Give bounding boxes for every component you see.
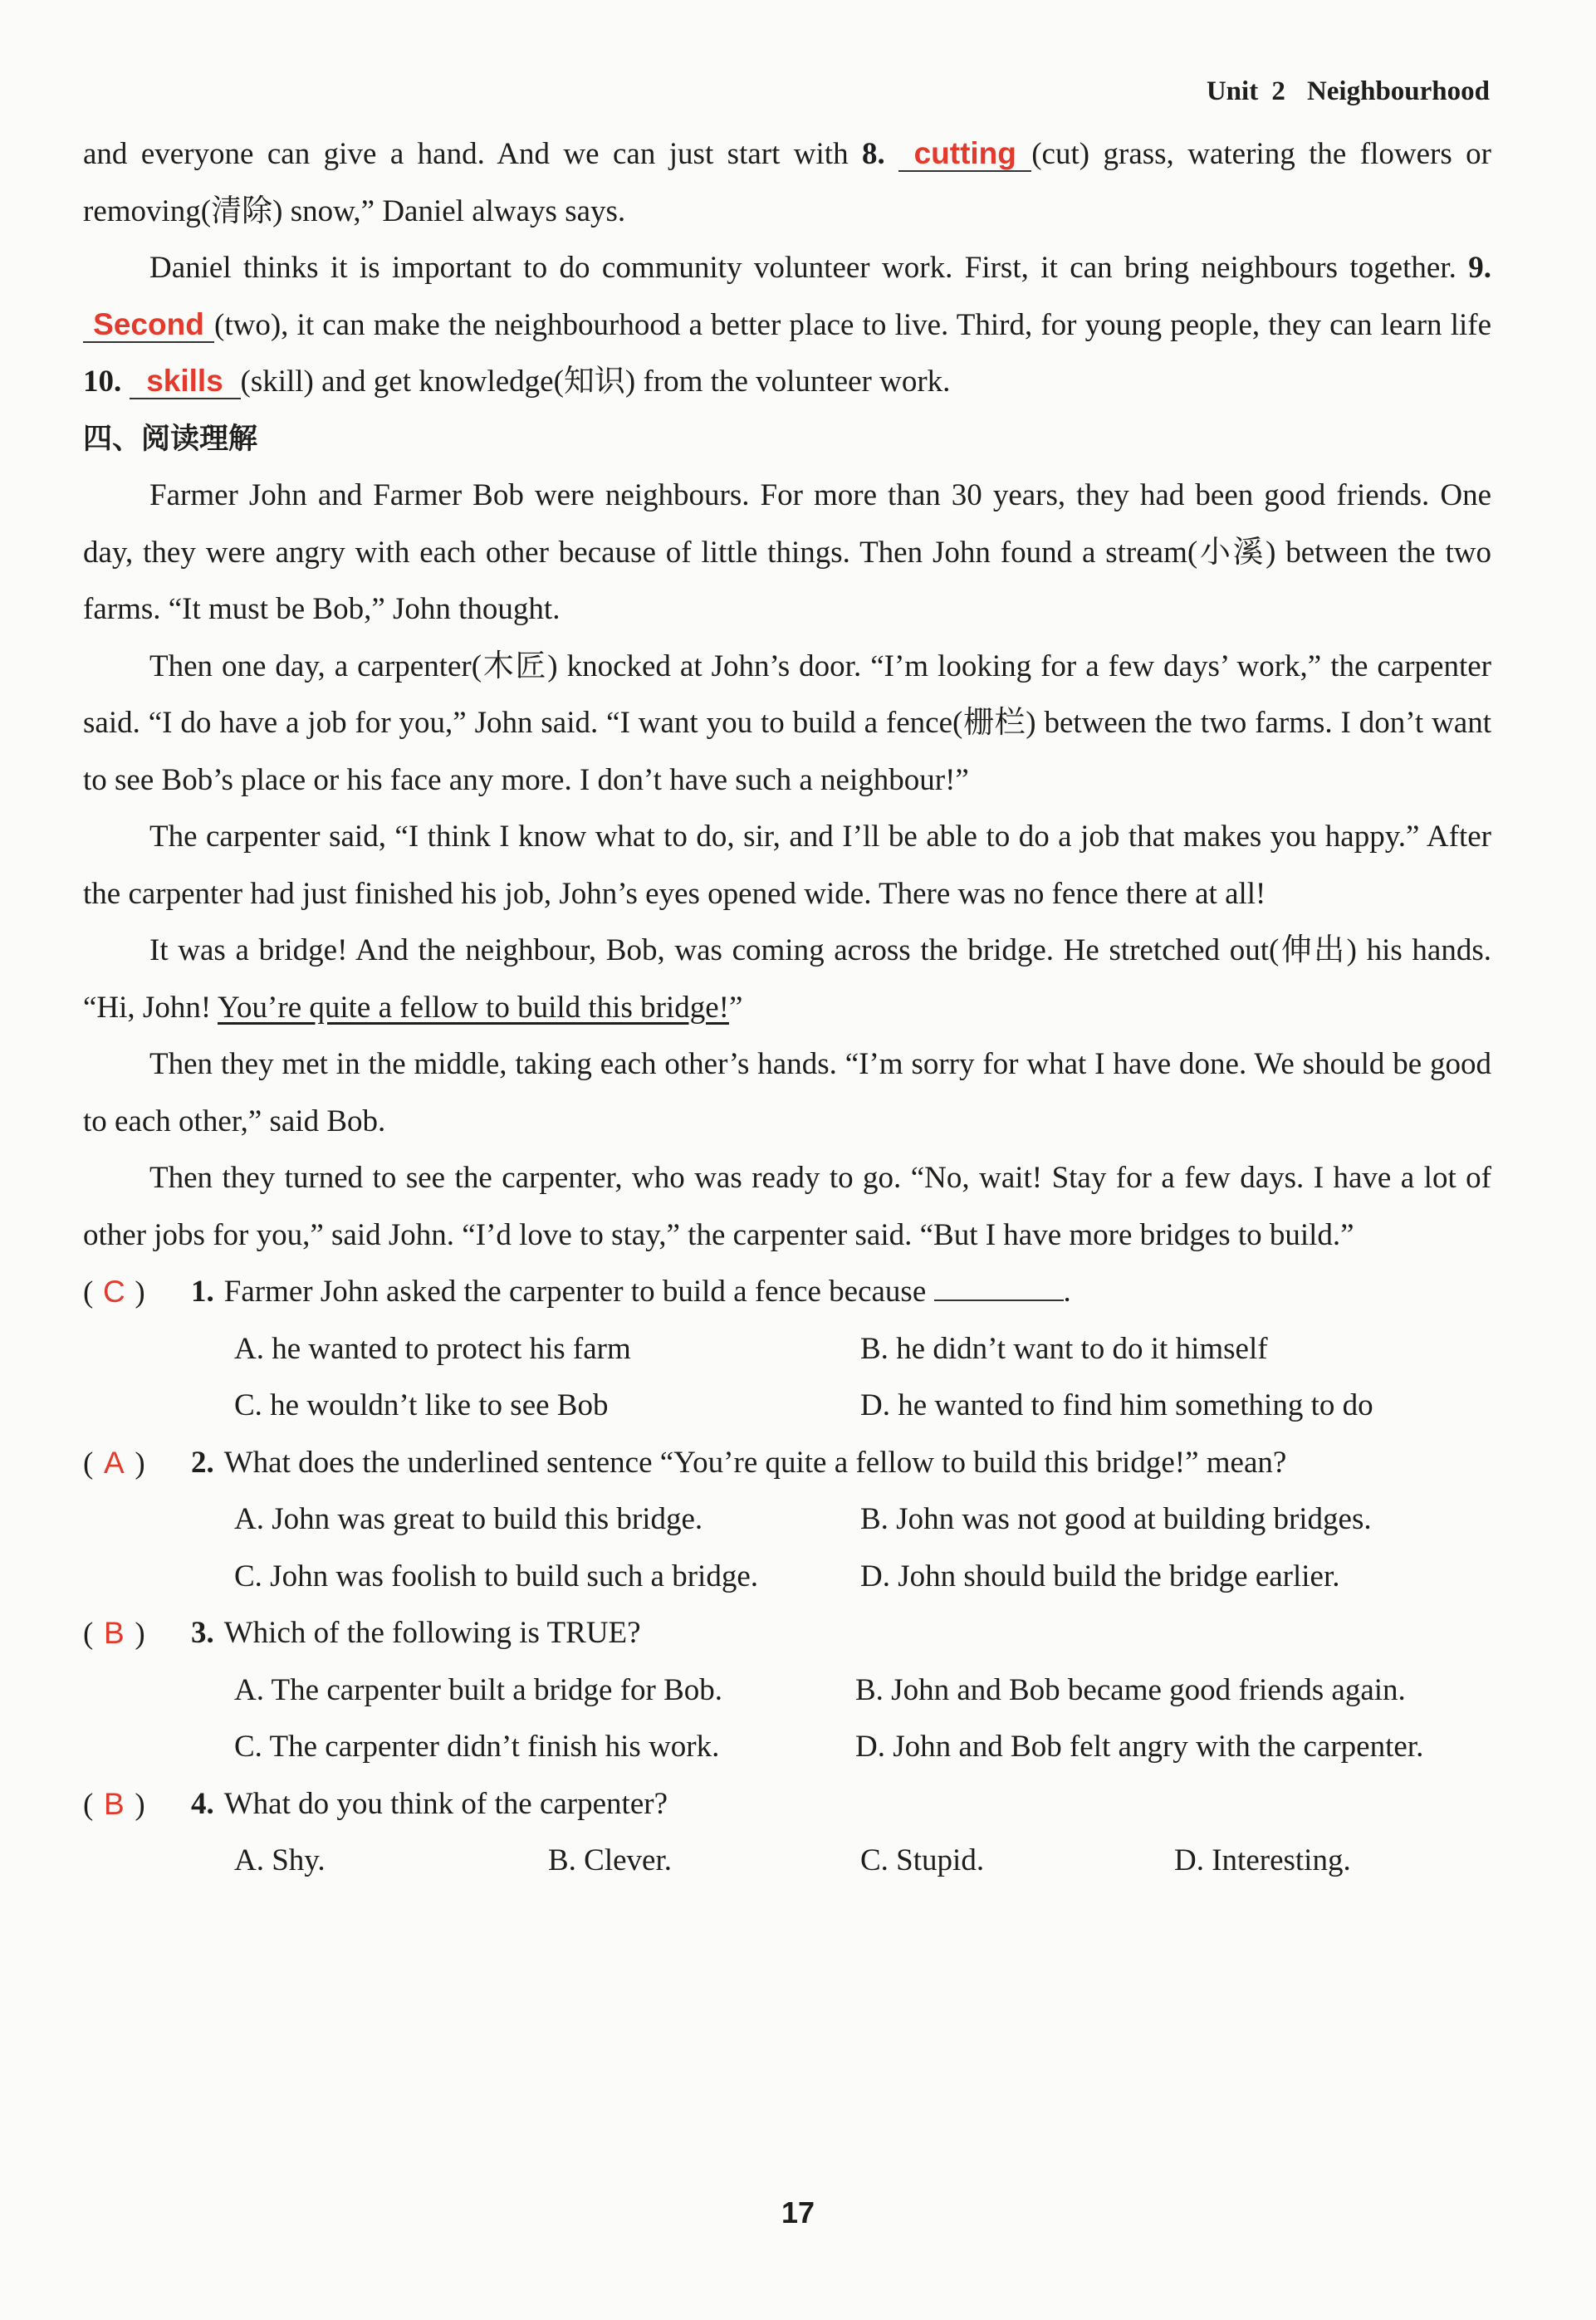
option-a[interactable]: A. The carpenter built a bridge for Bob. — [234, 1672, 723, 1707]
options-row — [83, 1378, 1491, 1435]
question-text: Which of the following is TRUE? — [223, 1616, 641, 1650]
question-text: What do you think of the carpenter? — [223, 1786, 668, 1821]
options-row — [83, 1833, 1491, 1890]
answer-blank-8[interactable]: cutting — [898, 137, 1031, 172]
option-d[interactable]: D. John and Bob felt angry with the carpenter. — [855, 1730, 1424, 1764]
stem-blank — [934, 1271, 1064, 1301]
story-text: ” — [728, 990, 743, 1025]
option-d[interactable]: D. Interesting. — [1174, 1843, 1351, 1877]
option-c[interactable]: C. he wouldn’t like to see Bob — [234, 1388, 609, 1422]
story-paragraph-5: Then they met in the middle, taking each other’s hands. “I’m sorry for what I have done. We should be good to each other,” said Bob. — [83, 1047, 1491, 1138]
blank-number-9: 9. — [1468, 251, 1491, 285]
question-number: 4. — [191, 1786, 214, 1821]
question-stem — [191, 1435, 1286, 1492]
options-row — [83, 1321, 1491, 1378]
answer-bracket: ( C ) — [83, 1264, 145, 1322]
question-text: Farmer John asked the carpenter to build a fence because — [223, 1275, 927, 1309]
answer-bracket: ( A ) — [83, 1435, 145, 1493]
question-1 — [83, 1264, 1491, 1321]
story-paragraph-3: The carpenter said, “I think I know what to do, sir, and I’ll be able to do a job that makes you happy.” After the carpenter had just finished his job, John’s eyes opened wide. There was no fence there at all! — [83, 820, 1491, 911]
question-stem — [191, 1605, 641, 1662]
unit-label: Unit 2 — [1206, 76, 1285, 106]
blank-number-10: 10. — [83, 365, 122, 399]
option-a[interactable]: A. Shy. — [234, 1843, 326, 1877]
page-header — [1207, 76, 1490, 107]
option-d[interactable]: D. he wanted to find him something to do — [860, 1388, 1373, 1422]
passage1-paragraph-2 — [83, 240, 1491, 411]
answer-choice[interactable]: B — [103, 1616, 125, 1650]
page-number: 17 — [781, 2195, 815, 2229]
options-row — [83, 1491, 1491, 1549]
story-text: It was a bridge! And the neighbour, Bob, was coming across the bridge. He stretched out(伸出) his hands. “Hi, John! — [83, 933, 1491, 1025]
section-title: 四、阅读理解 — [83, 422, 258, 456]
story-paragraph-2: Then one day, a carpenter(木匠) knocked at John’s door. “I’m looking for a few days’ work,” the carpenter said. “I do have a job for you,” John said. “I want you to build a fence(栅栏) between the two farms. I don’t want to see Bob’s place or his face any more. I don’t have such a neighbour!” — [83, 649, 1491, 797]
option-b[interactable]: B. Clever. — [548, 1843, 673, 1877]
unit-title: Neighbourhood — [1306, 76, 1490, 106]
option-d[interactable]: D. John should build the bridge earlier. — [860, 1559, 1340, 1593]
question-2 — [83, 1435, 1491, 1492]
question-stem: 1. Farmer John asked the carpenter to build a fence because . — [191, 1264, 1071, 1321]
passage1-text: (cut) grass, watering the flowers or removing(清除) snow,” Daniel always says. — [83, 137, 1492, 228]
passage1-paragraph-1 — [83, 126, 1491, 240]
question-number: 2. — [191, 1445, 214, 1480]
passage1-text: (skill) and get knowledge(知识) from the volunteer work. — [240, 365, 951, 399]
option-a[interactable]: A. he wanted to protect his farm — [234, 1331, 631, 1366]
question-number: 1. — [191, 1275, 214, 1309]
option-c[interactable]: C. John was foolish to build such a bridge. — [234, 1559, 759, 1593]
underlined-sentence: You’re quite a fellow to build this bridge! — [218, 990, 729, 1025]
option-c[interactable]: C. Stupid. — [860, 1843, 985, 1877]
story-paragraph-6: Then they turned to see the carpenter, who was ready to go. “No, wait! Stay for a few days. I have a lot of other jobs for you,” said John. “I’d love to stay,” the carpenter said. “But I have more bridges to build.” — [83, 1161, 1491, 1252]
answer-choice[interactable]: B — [103, 1786, 125, 1821]
story-paragraph-1: Farmer John and Farmer Bob were neighbours. For more than 30 years, they had been good friends. One day, they were angry with each other because of little things. Then John found a stream(小溪) between the two farms. “It must be Bob,” John thought. — [83, 478, 1491, 626]
options-row — [83, 1549, 1491, 1606]
options-row — [83, 1719, 1491, 1776]
answer-choice[interactable]: A — [103, 1445, 125, 1480]
question-text: What does the underlined sentence “You’re quite a fellow to build this bridge!” mean? — [223, 1445, 1287, 1480]
answer-blank-10[interactable]: skills — [130, 365, 241, 399]
options-row — [83, 1662, 1491, 1720]
page-content — [83, 126, 1491, 1890]
option-c[interactable]: C. The carpenter didn’t finish his work. — [234, 1730, 720, 1764]
blank-number-8: 8. — [862, 137, 885, 171]
question-4 — [83, 1776, 1491, 1833]
answer-blank-9[interactable]: Second — [83, 308, 214, 343]
option-a[interactable]: A. John was great to build this bridge. — [234, 1502, 703, 1536]
story-paragraph-4 — [83, 923, 1491, 1036]
passage1-text: Daniel thinks it is important to do community volunteer work. First, it can bring neighbours together. — [149, 251, 1469, 285]
option-b[interactable]: B. John and Bob became good friends again. — [855, 1672, 1406, 1707]
passage1-text: and everyone can give a hand. And we can just start with — [83, 137, 863, 171]
answer-bracket: ( B ) — [83, 1605, 145, 1663]
answer-bracket: ( B ) — [83, 1776, 145, 1834]
option-b[interactable]: B. he didn’t want to do it himself — [860, 1331, 1268, 1366]
answer-choice[interactable]: C — [102, 1275, 125, 1309]
question-stem — [191, 1776, 668, 1833]
question-3 — [83, 1605, 1491, 1662]
question-number: 3. — [191, 1616, 214, 1650]
option-b[interactable]: B. John was not good at building bridges. — [860, 1502, 1372, 1536]
passage1-text: (two), it can make the neighbourhood a better place to live. Third, for young people, they can learn life — [214, 307, 1491, 342]
